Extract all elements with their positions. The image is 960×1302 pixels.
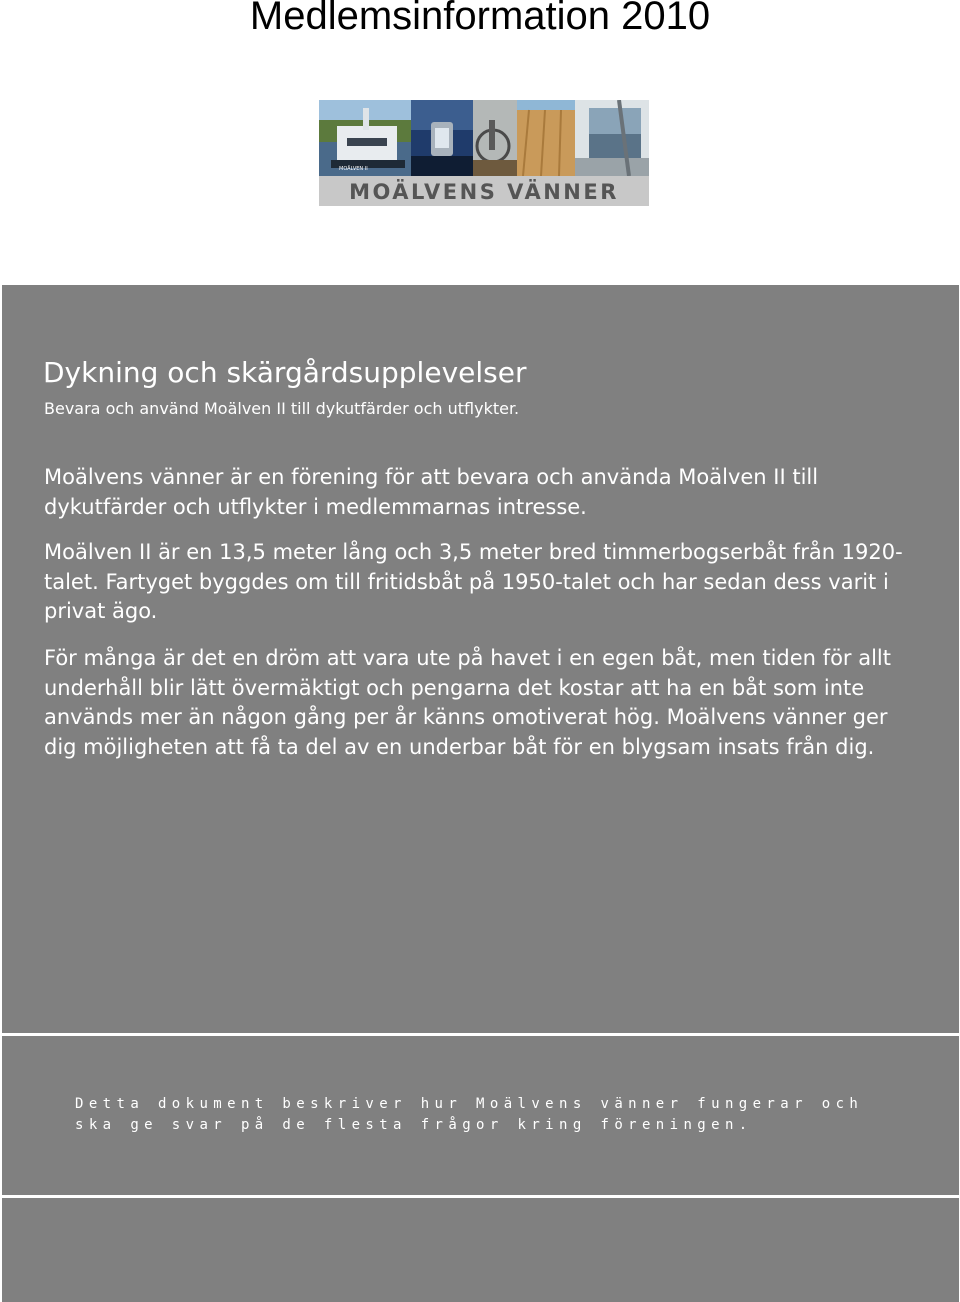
document-title: Medlemsinformation 2010	[249, 0, 711, 38]
paragraph-boat-history: Moälven II är en 13,5 meter lång och 3,5 meter bred timmerbogserbåt från 1920-talet. Fartyget byggdes om till fritidsbåt på 1950-talet och har sedan dess varit i privat ägo.	[44, 540, 903, 623]
moalvens-vanner-logo	[319, 100, 649, 206]
document-intro-text: Detta dokument beskriver hur Moälvens vänner fungerar och ska ge svar på de flesta frågor kring föreningen.	[75, 1096, 864, 1133]
paragraph-association: Moälvens vänner är en förening för att bevara och använda Moälven II till dykutfärder och utflykter i medlemmarnas intresse.	[44, 465, 819, 519]
logo-photo-strip	[319, 100, 649, 176]
logo-brand-text: MOÄLVENS VÄNNER	[349, 180, 619, 204]
section-subheading: Bevara och använd Moälven II till dykutfärder och utflykter.	[44, 399, 520, 418]
logo-boat-name: MOÄLVEN II	[339, 166, 368, 172]
section-heading: Dykning och skärgårdsupplevelser	[43, 356, 527, 389]
bottom-panel	[2, 1198, 959, 1302]
paragraph-membership-benefit: För många är det en dröm att vara ute på havet i en egen båt, men tiden för allt underhåll blir lätt övermäktigt och pengarna det kostar att ha en båt som inte används mer än någon gång per år känns omotiverat hög. Moälvens vänner ger dig möjligheten att få ta del av en underbar båt för en blygsam insats från dig.	[44, 646, 891, 759]
